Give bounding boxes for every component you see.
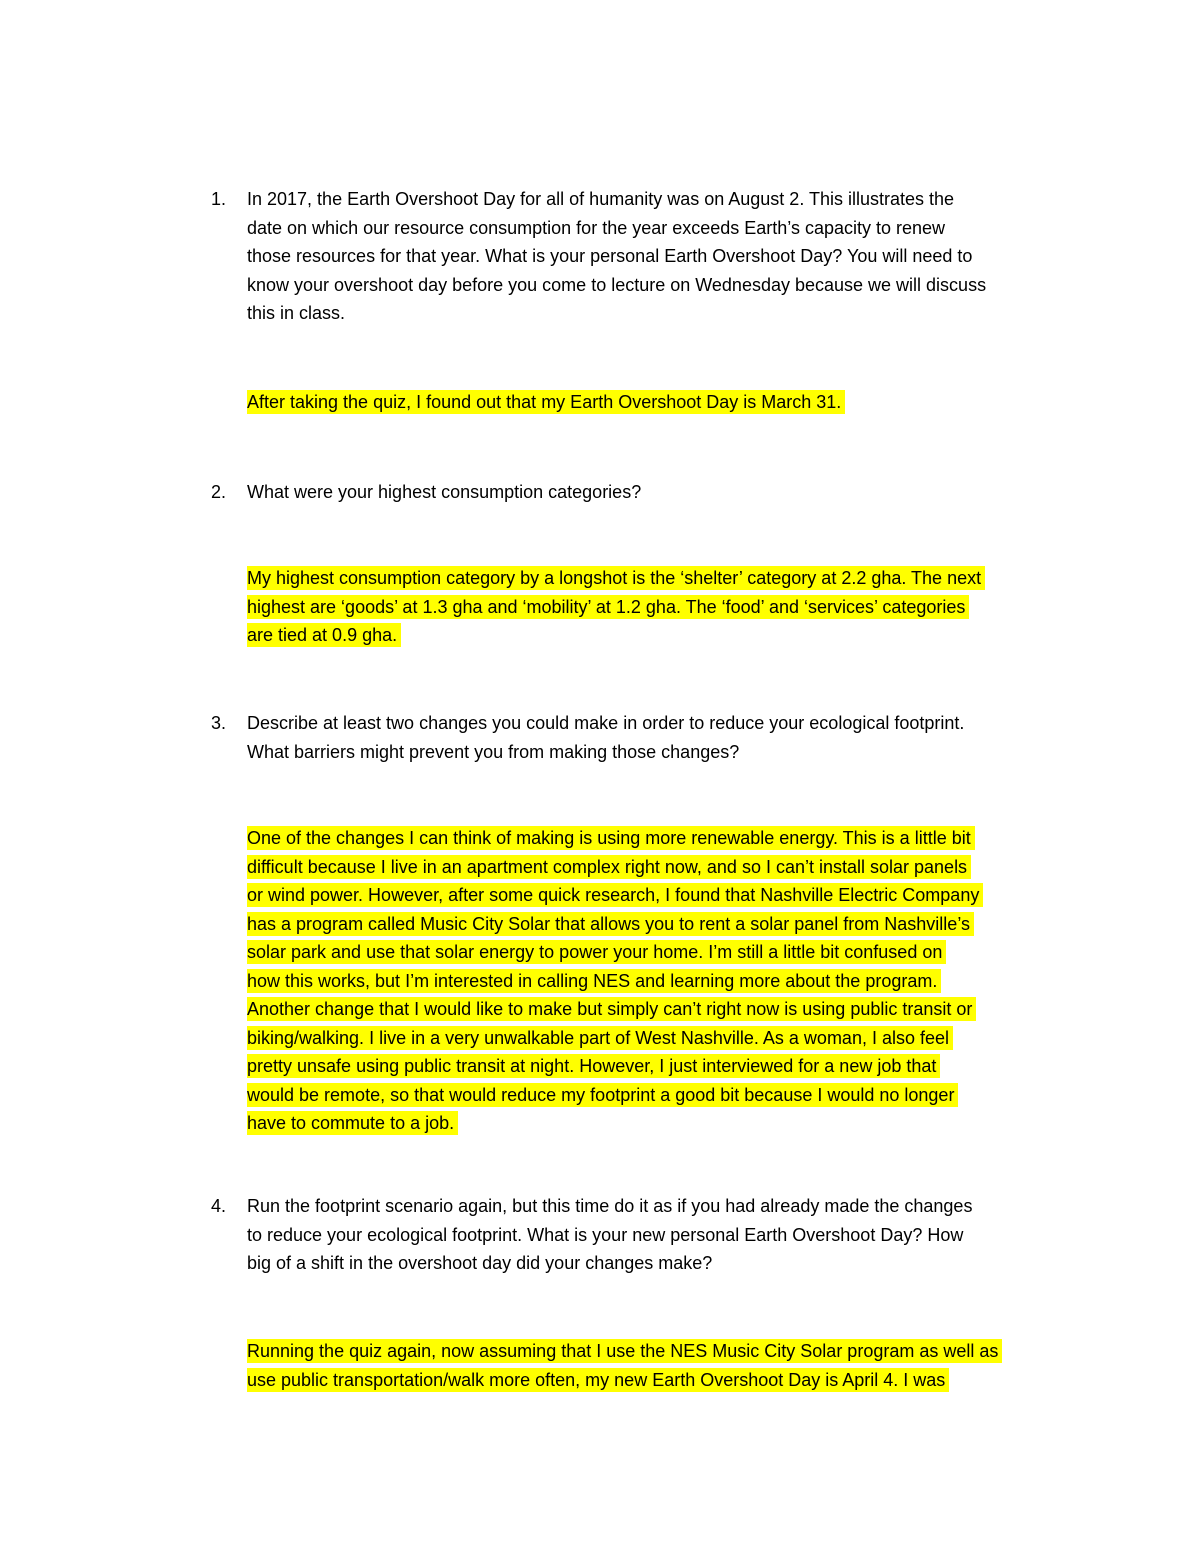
answer-1	[247, 388, 1077, 417]
question-4-line: Run the footprint scenario again, but this time do it as if you had already made the changes	[247, 1196, 973, 1216]
answer-3	[247, 824, 1077, 1138]
question-1-line: this in class.	[247, 303, 346, 323]
answer-3-line: have to commute to a job.	[247, 1111, 458, 1135]
question-1-line: date on which our resource consumption for the year exceeds Earth’s capacity to renew	[247, 217, 946, 238]
question-4-line: to reduce your ecological footprint. What is your new personal Earth Overshoot Day? How	[247, 1224, 964, 1245]
answer-3-line: difficult because I live in an apartment complex right now, and so I can’t install solar panels	[247, 855, 971, 879]
question-1-line: In 2017, the Earth Overshoot Day for all of humanity was on August 2. This illustrates the	[247, 189, 955, 209]
answer-1-line: After taking the quiz, I found out that my Earth Overshoot Day is March 31.	[247, 390, 845, 414]
answer-3-line: how this works, but I’m interested in calling NES and learning more about the program.	[247, 969, 941, 993]
question-2-text	[247, 478, 1077, 507]
question-4-number: 4.	[211, 1196, 227, 1216]
question-3-line: What barriers might prevent you from making those changes?	[247, 741, 740, 762]
answer-3-line: would be remote, so that would reduce my footprint a good bit because I would no longer	[247, 1083, 958, 1107]
answer-3-line: One of the changes I can think of making is using more renewable energy. This is a little bit	[247, 826, 975, 850]
answer-3-line: has a program called Music City Solar that allows you to rent a solar panel from Nashville’s	[247, 912, 974, 936]
answer-4	[247, 1337, 1077, 1394]
answer-2	[247, 564, 1077, 650]
question-3-text	[247, 709, 1077, 766]
question-1-line: those resources for that year. What is your personal Earth Overshoot Day? You will need to	[247, 246, 973, 266]
answer-3-line: solar park and use that solar energy to power your home. I’m still a little bit confused on	[247, 940, 946, 964]
question-1-text	[247, 185, 1077, 328]
question-2-line: What were your highest consumption categories?	[247, 482, 642, 502]
question-1-number: 1.	[211, 189, 227, 209]
answer-2-line: are tied at 0.9 gha.	[247, 623, 401, 647]
answer-3-line: pretty unsafe using public transit at night. However, I just interviewed for a new job that	[247, 1054, 940, 1078]
question-4-line: big of a shift in the overshoot day did your changes make?	[247, 1253, 713, 1273]
question-3-number: 3.	[211, 713, 227, 733]
answer-2-line: highest are ‘goods’ at 1.3 gha and ‘mobility’ at 1.2 gha. The ‘food’ and ‘services’ categories	[247, 595, 969, 619]
answer-3-line: biking/walking. I live in a very unwalkable part of West Nashville. As a woman, I also feel	[247, 1026, 953, 1050]
question-4-text	[247, 1192, 1077, 1278]
answer-4-line: Running the quiz again, now assuming that I use the NES Music City Solar program as well as	[247, 1339, 1002, 1363]
question-1-line: know your overshoot day before you come to lecture on Wednesday because we will discuss	[247, 274, 987, 295]
question-3-line: Describe at least two changes you could make in order to reduce your ecological footprint.	[247, 713, 965, 733]
answer-3-line: or wind power. However, after some quick research, I found that Nashville Electric Company	[247, 883, 983, 907]
answer-2-line: My highest consumption category by a longshot is the ‘shelter’ category at 2.2 gha. The next	[247, 566, 985, 590]
answer-4-line: use public transportation/walk more often, my new Earth Overshoot Day is April 4. I was	[247, 1368, 949, 1392]
answer-3-line: Another change that I would like to make but simply can’t right now is using public transit or	[247, 997, 976, 1021]
question-2-number: 2.	[211, 482, 227, 502]
